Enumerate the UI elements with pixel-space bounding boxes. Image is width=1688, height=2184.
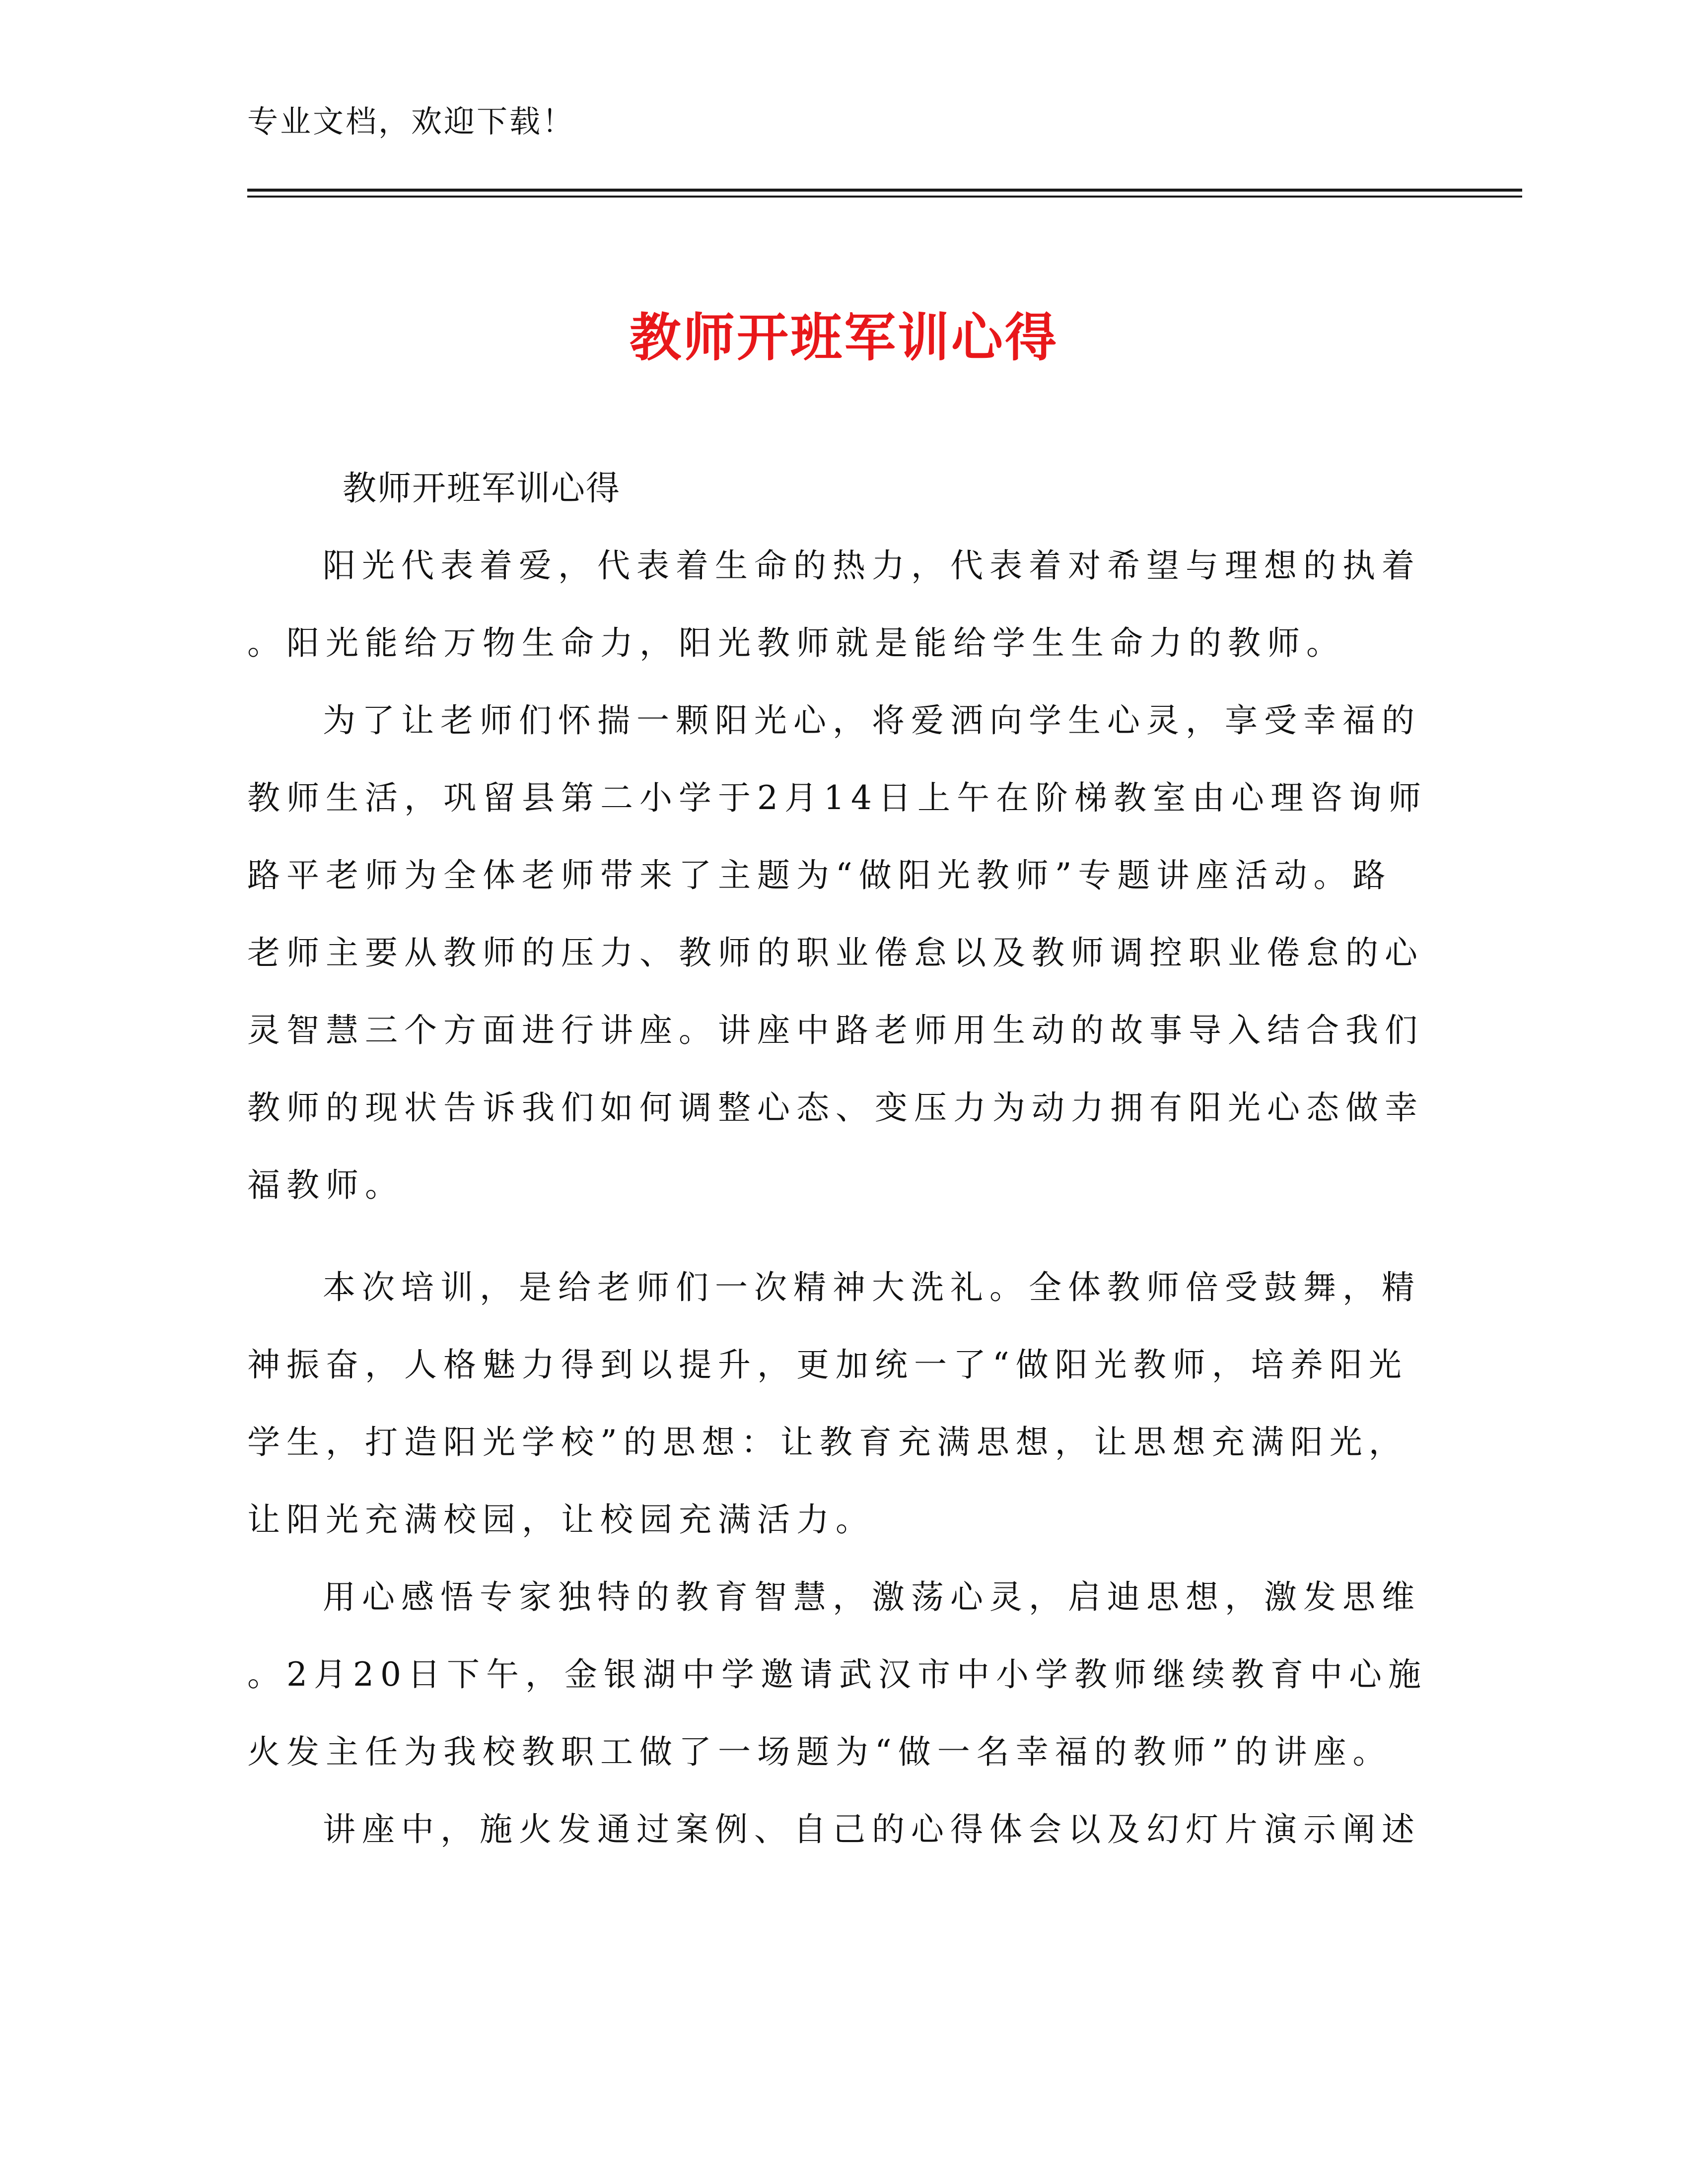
body-line: 阳光代表着爱，代表着生命的热力，代表着对希望与理想的执着 [323, 546, 1421, 585]
body-line: 学生，打造阳光学校”的思想：让教育充满思想，让思想充满阳光， [247, 1423, 1408, 1461]
body-line: 。阳光能给万物生命力，阳光教师就是能给学生生命力的教师。 [247, 624, 1345, 662]
body-line: 。2月20日下午，金银湖中学邀请武汉市中小学教师继续教育中心施 [247, 1655, 1427, 1694]
body-line: 本次培训，是给老师们一次精神大洗礼。全体教师倍受鼓舞，精 [323, 1268, 1421, 1306]
body-line: 让阳光充满校园，让校园充满活力。 [247, 1501, 875, 1539]
document-title: 教师开班军训心得 [629, 307, 1058, 368]
body-line: 为了让老师们怀揣一颗阳光心，将爱洒向学生心灵，享受幸福的 [323, 701, 1421, 740]
document-subtitle: 教师开班军训心得 [343, 469, 621, 508]
body-line: 老师主要从教师的压力、教师的职业倦怠以及教师调控职业倦怠的心 [247, 934, 1424, 972]
body-line: 教师的现状告诉我们如何调整心态、变压力为动力拥有阳光心态做幸 [247, 1089, 1424, 1127]
header-rule-thick [247, 189, 1522, 192]
body-line: 路平老师为全体老师带来了主题为“做阳光教师”专题讲座活动。路 [247, 856, 1392, 894]
page-header-text: 专业文档，欢迎下载！ [247, 103, 575, 139]
body-line: 教师生活，巩留县第二小学于2月14日上午在阶梯教室由心理咨询师 [247, 779, 1427, 817]
body-line: 火发主任为我校教职工做了一场题为“做一名幸福的教师”的讲座。 [247, 1733, 1392, 1771]
body-line: 讲座中，施火发通过案例、自己的心得体会以及幻灯片演示阐述 [323, 1810, 1421, 1848]
body-line: 用心感悟专家独特的教育智慧，激荡心灵，启迪思想，激发思维 [323, 1578, 1421, 1616]
body-line: 福教师。 [247, 1166, 404, 1204]
header-rule-thin [247, 196, 1522, 198]
body-line: 神振奋，人格魅力得到以提升，更加统一了“做阳光教师，培养阳光 [247, 1346, 1408, 1384]
body-line: 灵智慧三个方面进行讲座。讲座中路老师用生动的故事导入结合我们 [247, 1011, 1424, 1049]
